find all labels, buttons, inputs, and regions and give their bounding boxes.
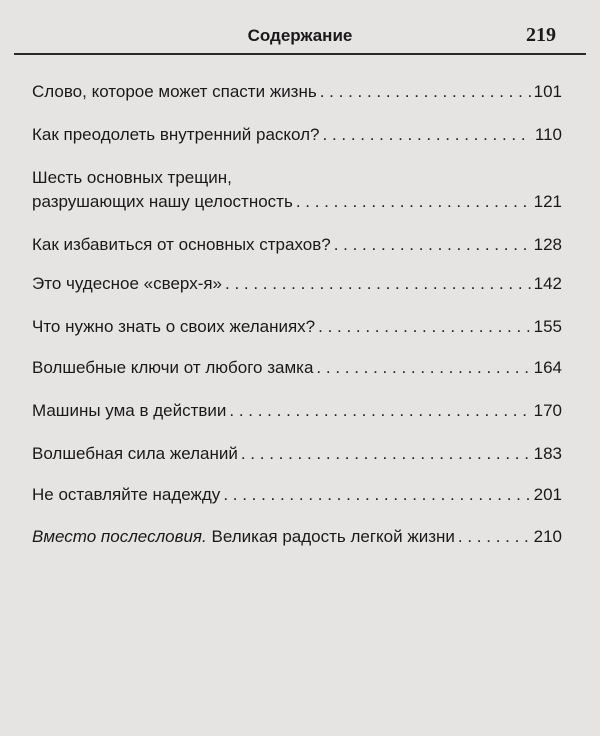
toc-entry-title: Машины ума в действии: [32, 401, 227, 420]
toc-entry-title: Великая радость легкой жизни: [211, 527, 455, 546]
toc-entry-title-full: [32, 525, 455, 549]
leader-dots: [316, 356, 530, 380]
leader-dots: [241, 442, 531, 466]
toc-entry-page: 155: [533, 317, 562, 336]
running-header: [14, 20, 586, 52]
toc-entry-page: 110: [534, 125, 562, 144]
toc-entry: [32, 315, 562, 339]
toc-entry-page: 170: [533, 401, 562, 420]
toc-entry: [32, 80, 562, 104]
toc-entry-title: разрушающих нашу целостность: [32, 192, 293, 211]
toc-entry-title: Не оставляйте надежду: [32, 485, 221, 504]
toc-entry-italic-prefix: Вместо послесловия.: [32, 527, 207, 546]
toc-entry-page: 128: [533, 235, 562, 254]
toc-entry-title: Волшебные ключи от любого замка: [32, 358, 314, 377]
leader-dots: [225, 272, 531, 296]
toc-entry-title: Как преодолеть внутренний раскол?: [32, 125, 320, 144]
leader-dots: [320, 80, 531, 104]
toc-entry-title: Слово, которое может спасти жизнь: [32, 82, 317, 101]
leader-dots: [323, 123, 532, 147]
toc-entry-page: 142: [533, 274, 562, 293]
leader-dots: [318, 315, 531, 339]
toc-entry-page: 201: [533, 485, 562, 504]
header-title: Содержание: [247, 26, 353, 45]
leader-dots: [296, 190, 531, 214]
toc-entry-title: Это чудесное «сверх-я»: [32, 274, 223, 293]
toc-entry-page: 183: [533, 444, 562, 463]
toc-entry-title: Волшебная сила желаний: [32, 444, 238, 463]
leader-dots: [334, 233, 531, 257]
toc-entry-title-line1: Шесть основных трещин,: [32, 168, 232, 187]
toc-entry-page: 164: [533, 358, 562, 377]
leader-dots: [229, 399, 530, 423]
toc-entry-page: 101: [533, 82, 562, 101]
toc-entry: [32, 399, 562, 423]
toc-entry: [32, 233, 562, 257]
toc-entry: [32, 525, 562, 549]
header-page-number: 219: [526, 24, 556, 46]
header-rule: [14, 53, 586, 55]
toc-entry: [32, 442, 562, 466]
leader-dots: [223, 483, 530, 507]
toc-entry-page: 210: [533, 527, 562, 546]
toc-entry: [32, 356, 562, 380]
toc-entry: [32, 483, 562, 507]
toc-entry-page: 121: [533, 192, 562, 211]
toc-entry: [32, 166, 562, 214]
toc-entry: [32, 123, 562, 147]
toc-entry-title: Что нужно знать о своих желаниях?: [32, 317, 316, 336]
toc-entry: [32, 272, 562, 296]
toc-entry-title: Как избавиться от основных страхов?: [32, 235, 331, 254]
leader-dots: [458, 525, 531, 549]
